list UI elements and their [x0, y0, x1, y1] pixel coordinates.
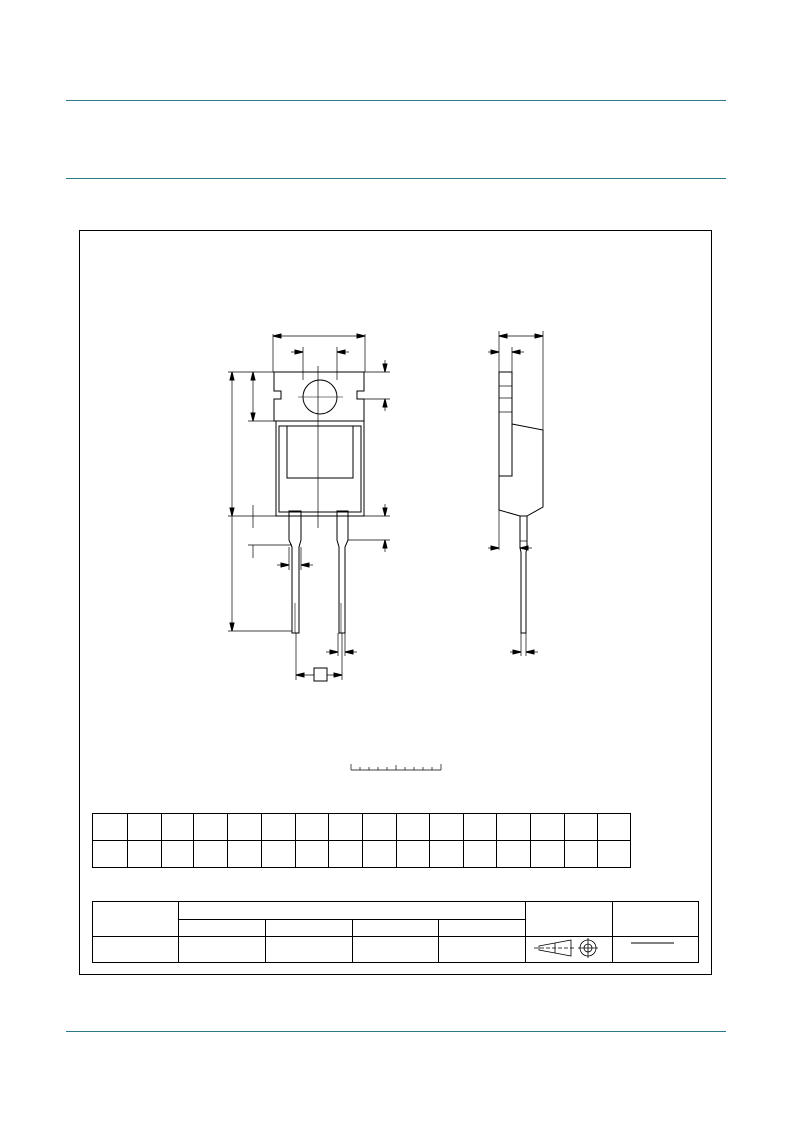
table-row	[93, 937, 699, 963]
scale-bar	[351, 764, 441, 770]
lead-right	[337, 511, 348, 633]
outline-version-table	[92, 901, 699, 963]
side-view	[488, 331, 543, 656]
table-row	[93, 902, 699, 920]
side-lead	[520, 516, 527, 633]
basic-dimension-box	[314, 668, 327, 681]
package-body	[276, 421, 364, 516]
die-pad	[287, 426, 353, 478]
dimensions-table	[92, 813, 631, 868]
table-row	[93, 841, 631, 868]
side-body	[499, 372, 543, 516]
body-inner-outline	[279, 426, 361, 512]
front-view	[228, 334, 390, 681]
table-row	[93, 814, 631, 841]
side-tab	[499, 372, 512, 476]
